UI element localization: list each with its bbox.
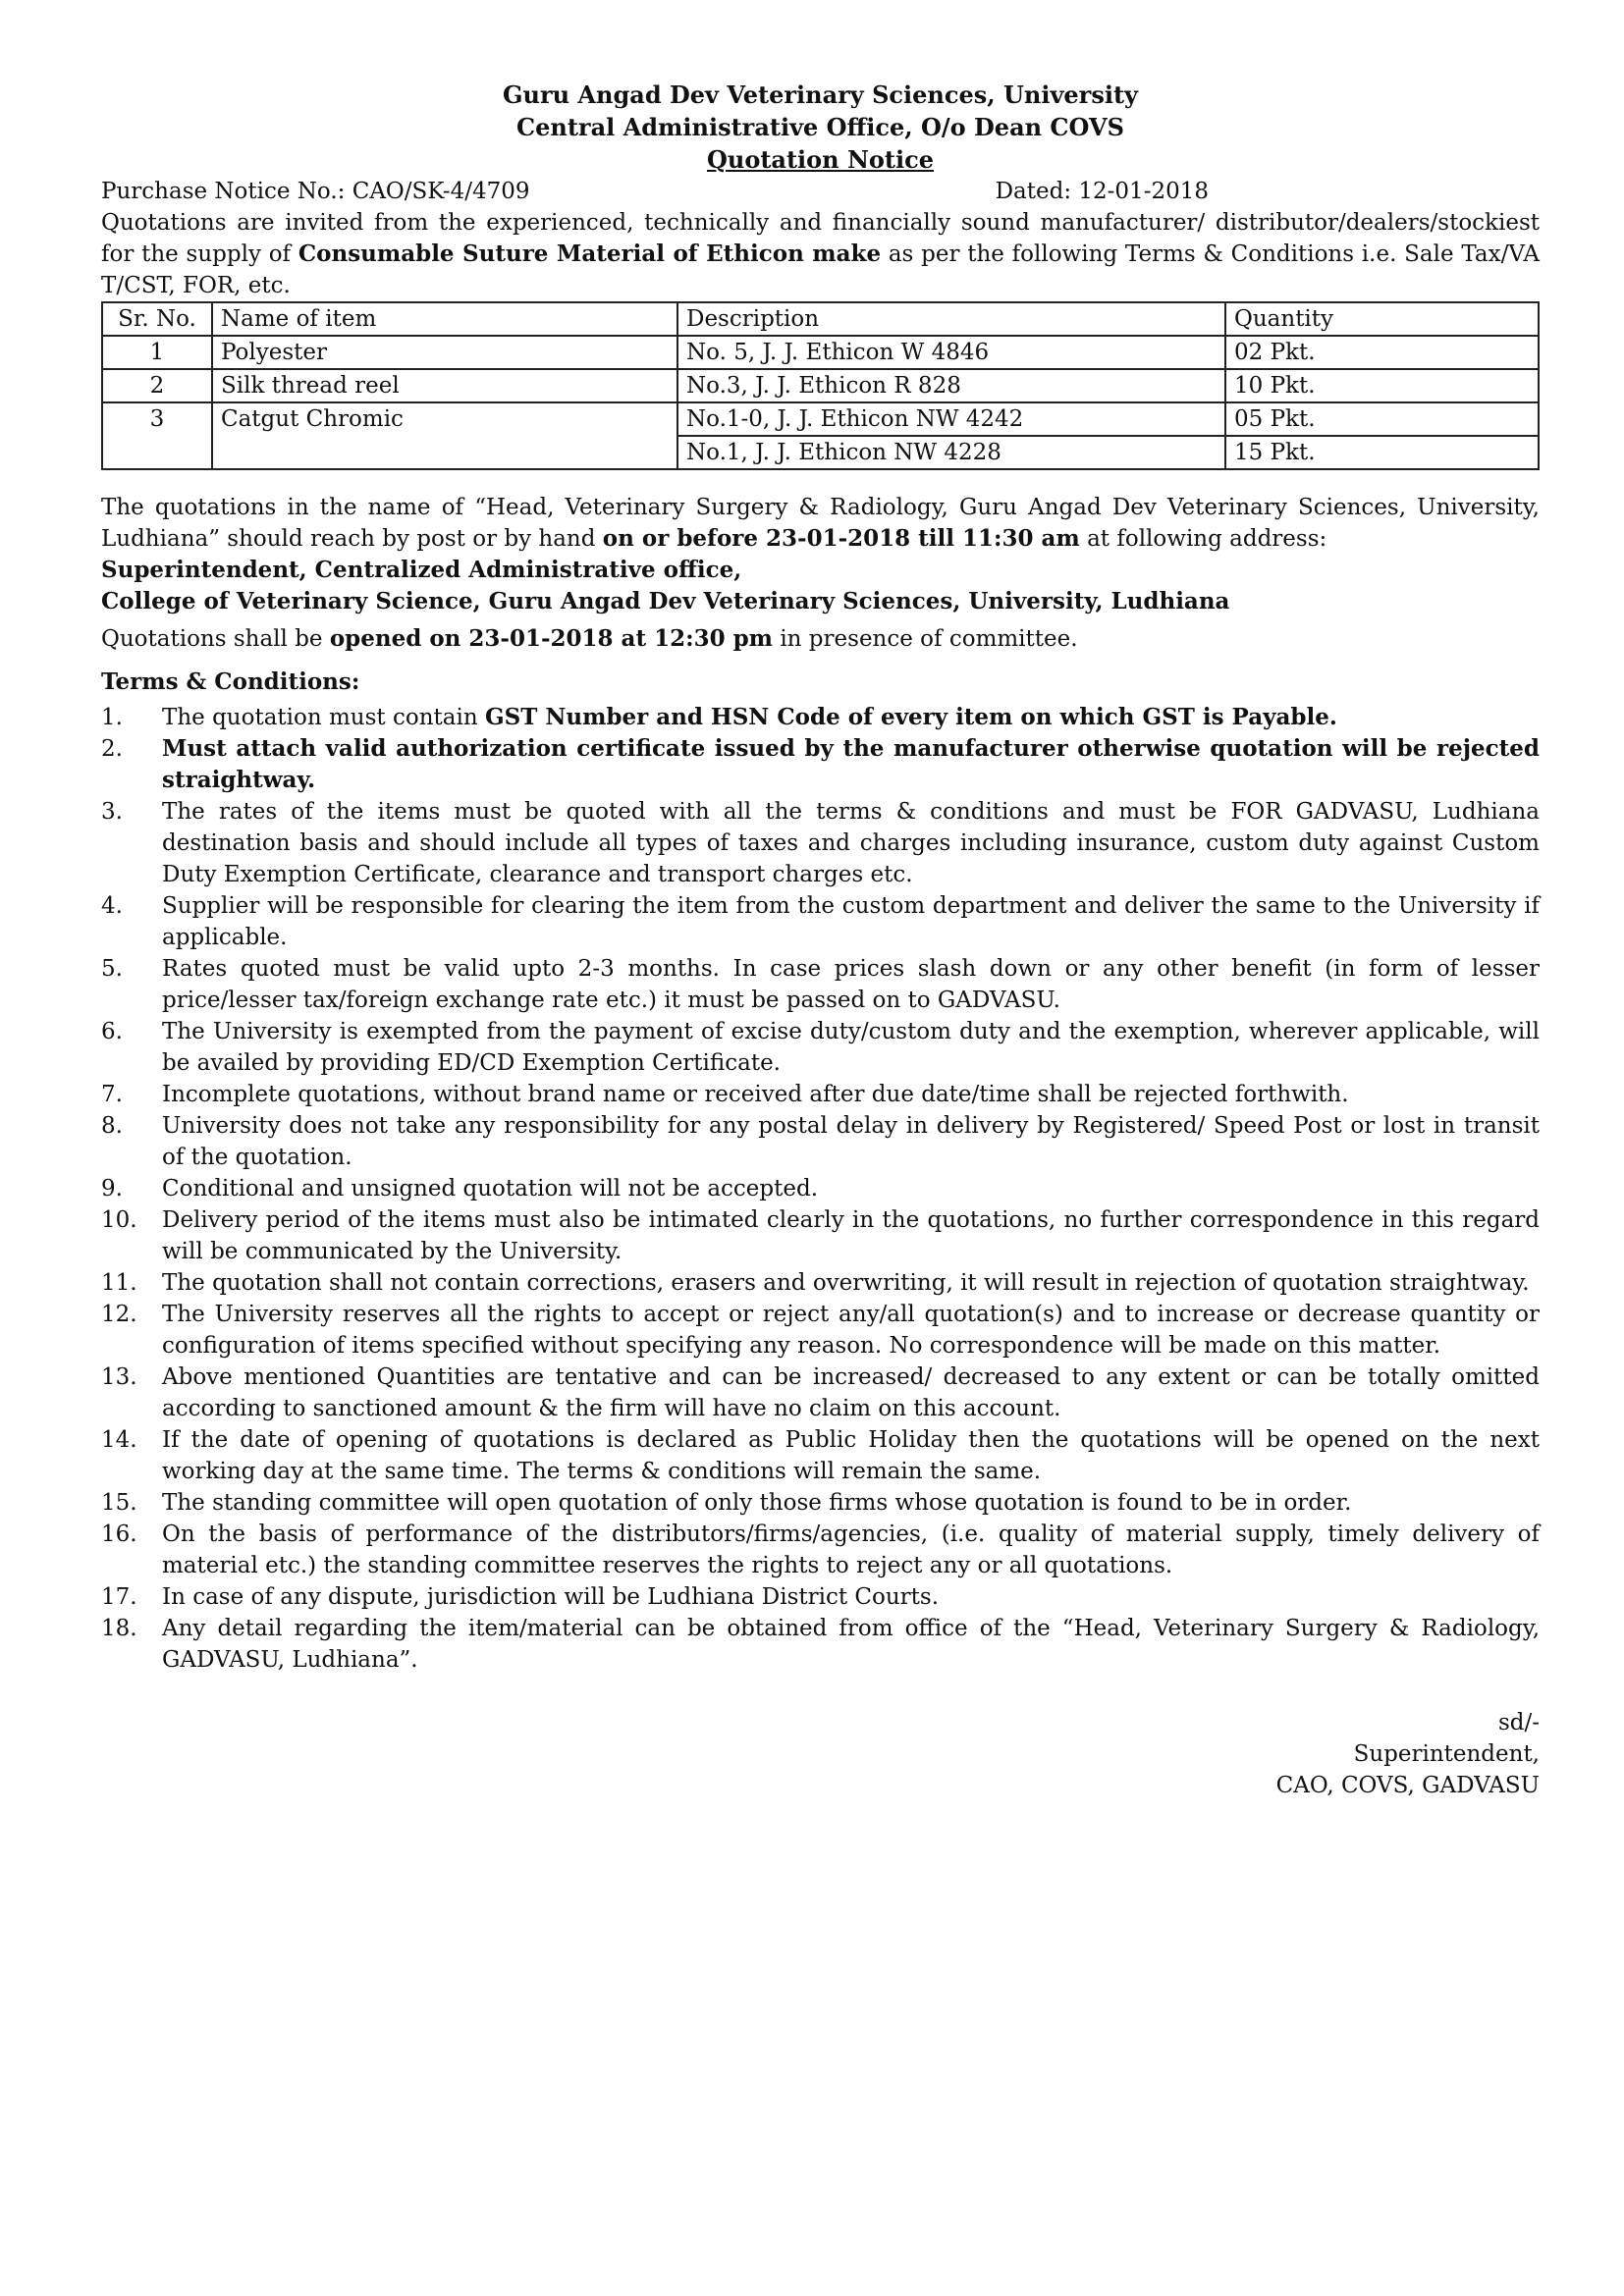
term-text: The quotation shall not contain corrections, erasers and overwriting, it will result in rejection of quotation straightway. — [162, 1270, 1530, 1296]
signature-mark: sd/- — [1497, 1710, 1540, 1735]
table-header-cell: Name of item — [212, 302, 677, 336]
table-cell: 1 — [102, 336, 212, 369]
term-number: 13. — [101, 1364, 137, 1390]
table-cell: Silk thread reel — [212, 369, 677, 402]
term-text: Rates quoted must be valid upto 2-3 months. In case prices slash down or any other benefit (in form of lesser price/lesser tax/foreign exchange rate etc.) it must be passed on to GADVASU. — [162, 956, 1540, 1013]
notice-date: Dated: 12-01-2018 — [995, 179, 1209, 204]
opening-paragraph — [101, 623, 1540, 655]
submission-text: The quotations in the name of “Head, Veterinary Surgery & Radiology, Guru Angad Dev Veterinary Sciences, University, Ludhiana” should reach by post or by hand — [101, 495, 1540, 552]
list-item — [101, 1613, 1540, 1676]
term-number: 16. — [101, 1522, 137, 1547]
term-text: Must attach valid authorization certificate issued by the manufacturer otherwise quotation will be rejected straightway. — [162, 735, 1540, 793]
list-item — [101, 1299, 1540, 1362]
term-text: Conditional and unsigned quotation will not be accepted. — [162, 1176, 819, 1201]
table-cell: 15 Pkt. — [1225, 436, 1539, 469]
list-item — [101, 1204, 1540, 1267]
table-cell: 05 Pkt. — [1225, 402, 1539, 436]
term-number: 2. — [101, 736, 123, 762]
table-header-row — [102, 302, 1539, 336]
term-number: 11. — [101, 1270, 137, 1296]
submission-text-end: at following address: — [1079, 526, 1327, 552]
list-item — [101, 1110, 1540, 1173]
term-number: 1. — [101, 705, 123, 730]
term-text: The rates of the items must be quoted with all the terms & conditions and must be FOR GADVASU, Ludhiana destination basis and should include all types of taxes and charges including insurance, custom duty against Custom Duty Exemption Certificate, clearance and transport charges etc. — [162, 799, 1540, 887]
list-item — [101, 702, 1540, 733]
term-text: Supplier will be responsible for clearing the item from the custom department and deliver the same to the University if applicable. — [162, 893, 1540, 950]
table-cell: 02 Pkt. — [1225, 336, 1539, 369]
table-cell: 10 Pkt. — [1225, 369, 1539, 402]
signatory-title: Superintendent, — [1353, 1741, 1540, 1767]
table-cell: Catgut Chromic — [212, 402, 677, 469]
opening-date: opened on 23-01-2018 at 12:30 pm — [329, 625, 774, 652]
term-text: Any detail regarding the item/material can be obtained from office of the “Head, Veterinary Surgery & Radiology, GADVASU, Ludhiana”. — [162, 1616, 1540, 1673]
table-cell: 3 — [102, 402, 212, 469]
university-name: Guru Angad Dev Veterinary Sciences, University — [503, 80, 1138, 109]
term-text: If the date of opening of quotations is declared as Public Holiday then the quotations will be opened on the next working day at the same time. The terms & conditions will remain the same. — [162, 1427, 1540, 1484]
term-number: 7. — [101, 1082, 123, 1107]
purchase-notice-number: Purchase Notice No.: CAO/SK-4/4709 — [101, 179, 530, 204]
term-text: Incomplete quotations, without brand name or received after due date/time shall be rejected forthwith. — [162, 1082, 1349, 1107]
intro-paragraph — [101, 207, 1540, 301]
term-text: The University reserves all the rights to accept or reject any/all quotation(s) and to increase or decrease quantity or configuration of items specified without specifying any reason. No correspondence will be made on this matter. — [162, 1302, 1540, 1359]
office-name: Central Administrative Office, O/o Dean COVS — [516, 113, 1124, 141]
notice-title — [101, 143, 1540, 176]
list-item — [101, 1016, 1540, 1079]
list-item — [101, 1487, 1540, 1519]
list-item — [101, 890, 1540, 953]
table-header-cell: Sr. No. — [102, 302, 212, 336]
term-text: University does not take any responsibility for any postal delay in delivery by Registered/ Speed Post or lost in transit of the quotation. — [162, 1113, 1540, 1170]
list-item — [101, 1173, 1540, 1204]
term-number: 17. — [101, 1584, 137, 1610]
term-number: 4. — [101, 893, 123, 919]
term-number: 10. — [101, 1207, 137, 1233]
signatory-office: CAO, COVS, GADVASU — [1275, 1773, 1540, 1798]
address-line-1-text: Superintendent, Centralized Administrative office, — [101, 557, 742, 583]
address-line-2-text: College of Veterinary Science, Guru Angad Dev Veterinary Sciences, University, Ludhiana — [101, 588, 1230, 614]
term-number: 9. — [101, 1176, 123, 1201]
table-cell: No.3, J. J. Ethicon R 828 — [677, 369, 1225, 402]
address-line-2 — [101, 586, 1540, 617]
table-cell: Polyester — [212, 336, 677, 369]
term-number: 8. — [101, 1113, 123, 1139]
term-text: The quotation must contain GST Number and HSN Code of every item on which GST is Payable. — [162, 704, 1337, 730]
table-row — [102, 369, 1539, 402]
term-number: 14. — [101, 1427, 137, 1453]
notice-title-text: Quotation Notice — [706, 145, 935, 174]
list-item — [101, 1581, 1540, 1613]
submission-deadline: on or before 23-01-2018 till 11:30 am — [602, 525, 1080, 552]
list-item — [101, 796, 1540, 890]
term-text: In case of any dispute, jurisdiction will be Ludhiana District Courts. — [162, 1584, 940, 1610]
opening-text-end: in presence of committee. — [773, 626, 1078, 652]
list-item — [101, 1519, 1540, 1581]
term-text: Delivery period of the items must also be intimated clearly in the quotations, no further correspondence in this regard will be communicated by the University. — [162, 1207, 1540, 1264]
term-text: On the basis of performance of the distributors/firms/agencies, (i.e. quality of material supply, timely delivery of material etc.) the standing committee reserves the rights to reject any or all quotations. — [162, 1522, 1540, 1578]
terms-list — [101, 702, 1540, 1676]
term-number: 18. — [101, 1616, 137, 1641]
signature-block — [101, 1707, 1540, 1801]
table-row — [102, 402, 1539, 436]
term-text: The standing committee will open quotation of only those firms whose quotation is found to be in order. — [162, 1490, 1352, 1516]
term-text: The University is exempted from the payment of excise duty/custom duty and the exemption, wherever applicable, will be availed by providing ED/CD Exemption Certificate. — [162, 1019, 1540, 1076]
list-item — [101, 953, 1540, 1016]
list-item — [101, 1362, 1540, 1424]
list-item — [101, 1424, 1540, 1487]
submission-paragraph — [101, 492, 1540, 555]
list-item — [101, 733, 1540, 796]
intro-text-end: as per the following Terms & Conditions i.e. Sale Tax/VA T/CST, FOR, etc. — [101, 241, 1540, 298]
term-number: 6. — [101, 1019, 123, 1044]
table-cell: No.1, J. J. Ethicon NW 4228 — [677, 436, 1225, 469]
list-item — [101, 1267, 1540, 1299]
terms-heading — [101, 667, 1540, 698]
table-cell: No.1-0, J. J. Ethicon NW 4242 — [677, 402, 1225, 436]
table-header-cell: Quantity — [1225, 302, 1539, 336]
term-number: 12. — [101, 1302, 137, 1327]
term-text: Above mentioned Quantities are tentative and can be increased/ decreased to any extent or can be totally omitted according to sanctioned amount & the firm will have no claim on this account. — [162, 1364, 1540, 1421]
term-number: 3. — [101, 799, 123, 825]
term-number: 5. — [101, 956, 123, 982]
intro-text: Quotations are invited from the experienced, technically and financially sound manufacturer/ distributor/dealers/stockiest for the supply of — [101, 210, 1540, 267]
table-header-cell: Description — [677, 302, 1225, 336]
term-number: 15. — [101, 1490, 137, 1516]
terms-heading-text: Terms & Conditions: — [101, 668, 360, 695]
document-page — [101, 79, 1540, 1801]
table-cell: 2 — [102, 369, 212, 402]
intro-bold-text: Consumable Suture Material of Ethicon make — [298, 240, 882, 267]
opening-text: Quotations shall be — [101, 626, 330, 652]
items-table — [101, 301, 1540, 470]
table-row — [102, 336, 1539, 369]
table-cell: No. 5, J. J. Ethicon W 4846 — [677, 336, 1225, 369]
notice-meta — [101, 176, 1540, 207]
address-line-1 — [101, 555, 1540, 586]
list-item — [101, 1079, 1540, 1110]
